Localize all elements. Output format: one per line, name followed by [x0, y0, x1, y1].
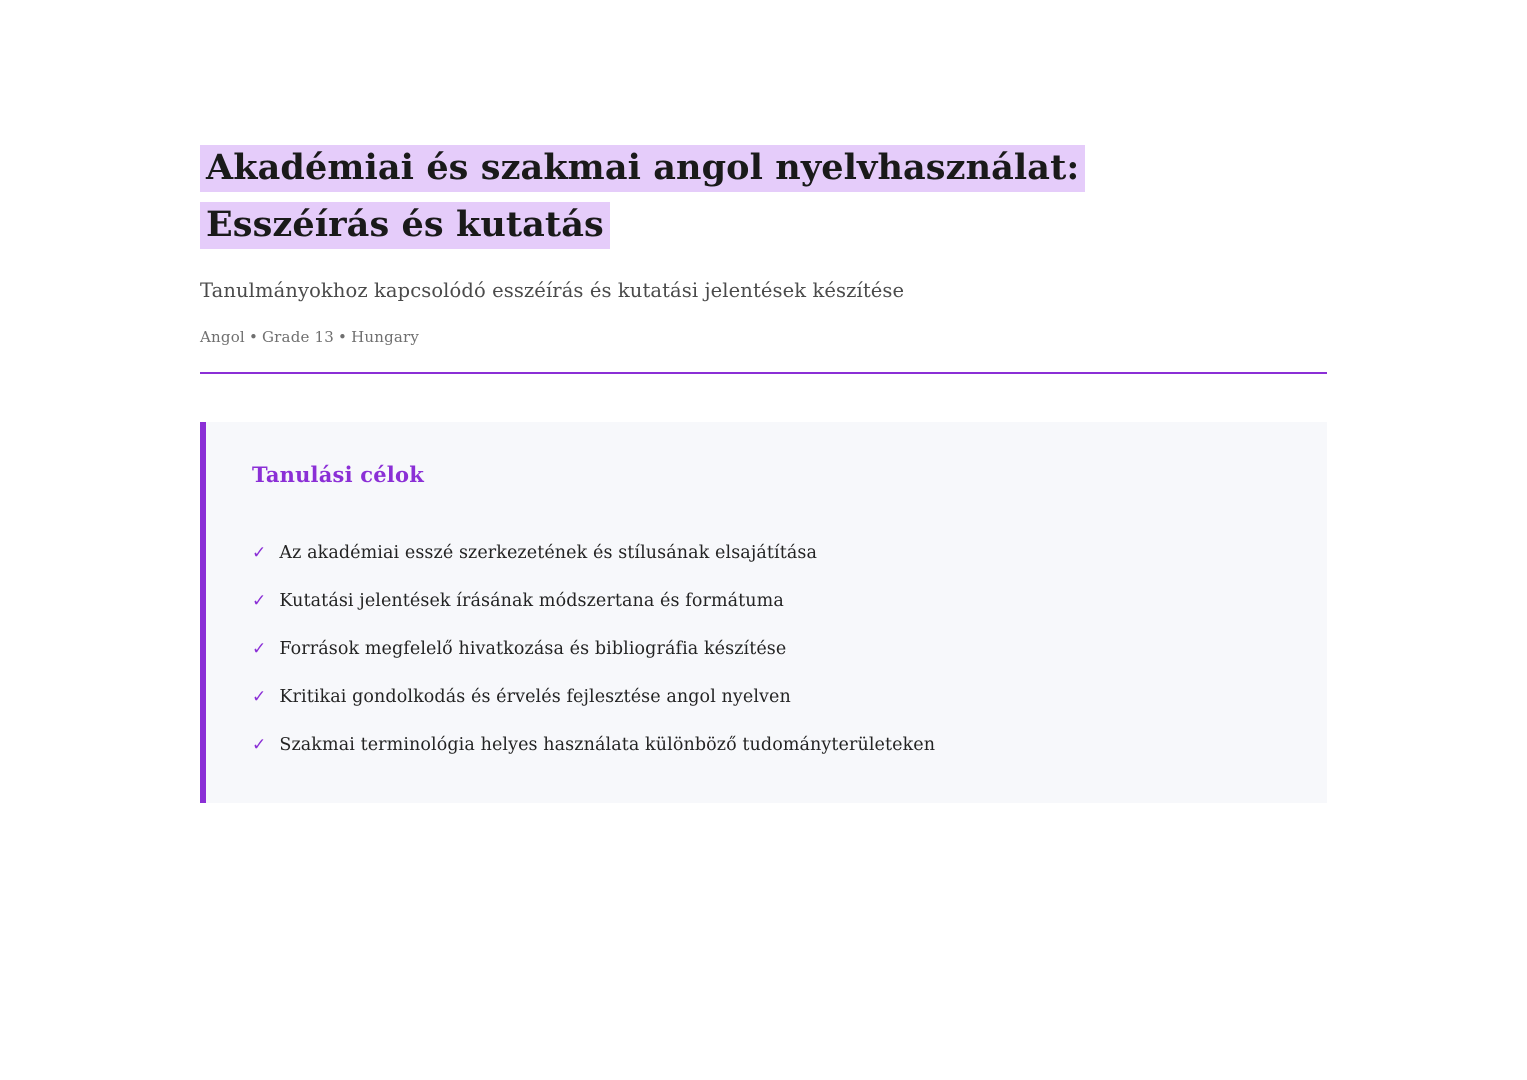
check-icon: ✓ [252, 734, 267, 755]
check-icon: ✓ [252, 687, 267, 707]
meta-separator-2: • [338, 328, 348, 347]
meta-country: Hungary [351, 328, 420, 347]
header-divider [200, 372, 1327, 374]
list-item [252, 543, 1281, 565]
meta-subject: Angol [200, 328, 245, 347]
list-item [252, 687, 1281, 709]
list-item [252, 591, 1281, 613]
check-icon: ✓ [252, 591, 267, 612]
learning-objectives-card [200, 422, 1327, 802]
list-item [252, 735, 1281, 757]
objective-text: Kutatási jelentések írásának módszertana és formátuma [279, 591, 784, 612]
learning-objectives-title: Tanulási célok [252, 462, 424, 488]
document-meta [200, 328, 1327, 346]
learning-objectives-list [252, 543, 1281, 756]
objective-text: Kritikai gondolkodás és érvelés fejlesztése angol nyelven [279, 687, 791, 707]
objective-text: Szakmai terminológia helyes használata különböző tudományterületeken [279, 734, 936, 755]
objective-text: Az akadémiai esszé szerkezetének és stílusának elsajátítása [279, 543, 817, 564]
check-icon: ✓ [252, 639, 267, 660]
page-title-highlight: Akadémiai és szakmai angol nyelvhasználat: Esszéírás és kutatás [200, 145, 1085, 249]
meta-separator-1: • [248, 328, 258, 347]
list-item [252, 639, 1281, 661]
document-header [200, 0, 1327, 374]
page-title [200, 140, 1230, 253]
objective-text: Források megfelelő hivatkozása és bibliográfia készítése [279, 639, 787, 660]
check-icon: ✓ [252, 543, 267, 564]
page-subtitle: Tanulmányokhoz kapcsolódó esszéírás és kutatási jelentések készítése [200, 279, 905, 303]
meta-grade: Grade 13 [262, 328, 335, 347]
